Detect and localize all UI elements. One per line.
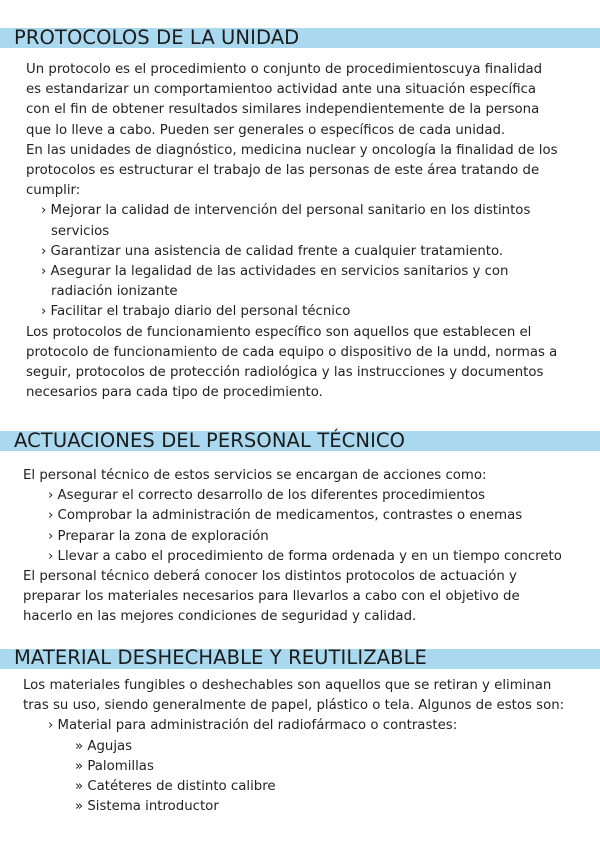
- paragraph: El personal técnico deberá conocer los distintos protocolos de actuación y preparar los materiales necesarios para llevarlos a cabo con el objetivo de hacerlo en las mejores condiciones de seguridad y calidad.: [23, 569, 520, 625]
- bullet-item: › Material para administración del radiofármaco o contrastes:: [48, 718, 458, 734]
- bullet-item: › Mejorar la calidad de intervención del personal sanitario en los distintos servicios: [41, 203, 531, 239]
- section-heading-protocolos: PROTOCOLOS DE LA UNIDAD: [14, 26, 300, 49]
- bullet-item: › Facilitar el trabajo diario del personal técnico: [41, 304, 351, 320]
- sub-bullet-item: » Palomillas: [75, 758, 154, 774]
- section-body-protocolos: [26, 60, 561, 403]
- sub-bullet-item: » Agujas: [75, 738, 133, 754]
- paragraph: En las unidades de diagnóstico, medicina nuclear y oncología la finalidad de los protocolos es estructurar el trabajo de las personas de este área tratando de cumplir:: [26, 142, 558, 199]
- section-heading-actuaciones: ACTUACIONES DEL PERSONAL TÉCNICO: [14, 429, 406, 452]
- section-body-actuaciones: [23, 466, 568, 628]
- paragraph: Un protocolo es el procedimiento o conjunto de procedimientoscuya finalidad es estandarizar un comportamientoo actividad ante una situación específica con el fin de obtener resultados similares independientemente de la persona que lo lleve a cabo. Pueden ser generales o específicos de cada unidad.: [26, 62, 543, 138]
- paragraph: Los materiales fungibles o deshechables son aquellos que se retiran y eliminan tras su uso, siendo generalmente de papel, plástico o tela. Algunos de estos son:: [23, 678, 565, 714]
- paragraph: El personal técnico de estos servicios se encargan de acciones como:: [23, 468, 487, 483]
- bullet-item: › Preparar la zona de exploración: [48, 528, 269, 544]
- bullet-item: › Llevar a cabo el procedimiento de forma ordenada y en un tiempo concreto: [48, 548, 562, 564]
- section-heading-material: MATERIAL DESHECHABLE Y REUTILIZABLE: [14, 646, 427, 669]
- bullet-item: › Asegurar el correcto desarrollo de los diferentes procedimientos: [48, 488, 486, 504]
- sub-bullet-item: » Catéteres de distinto calibre: [75, 779, 276, 795]
- bullet-item: › Comprobar la administración de medicamentos, contrastes o enemas: [48, 508, 523, 524]
- paragraph: Los protocolos de funcionamiento específico son aquellos que establecen el protocolo de funcionamiento de cada equipo o dispositivo de la undd, normas a seguir, protocolos de protección radiológica y las instrucciones y documentos necesarios para cada tipo de procedimiento.: [26, 324, 558, 401]
- bullet-item: › Asegurar la legalidad de las actividades en servicios sanitarios y con radiación ionizante: [41, 264, 509, 300]
- section-body-material: [23, 676, 568, 817]
- sub-bullet-item: » Sistema introductor: [75, 799, 219, 815]
- bullet-item: › Garantizar una asistencia de calidad frente a cualquier tratamiento.: [41, 243, 504, 259]
